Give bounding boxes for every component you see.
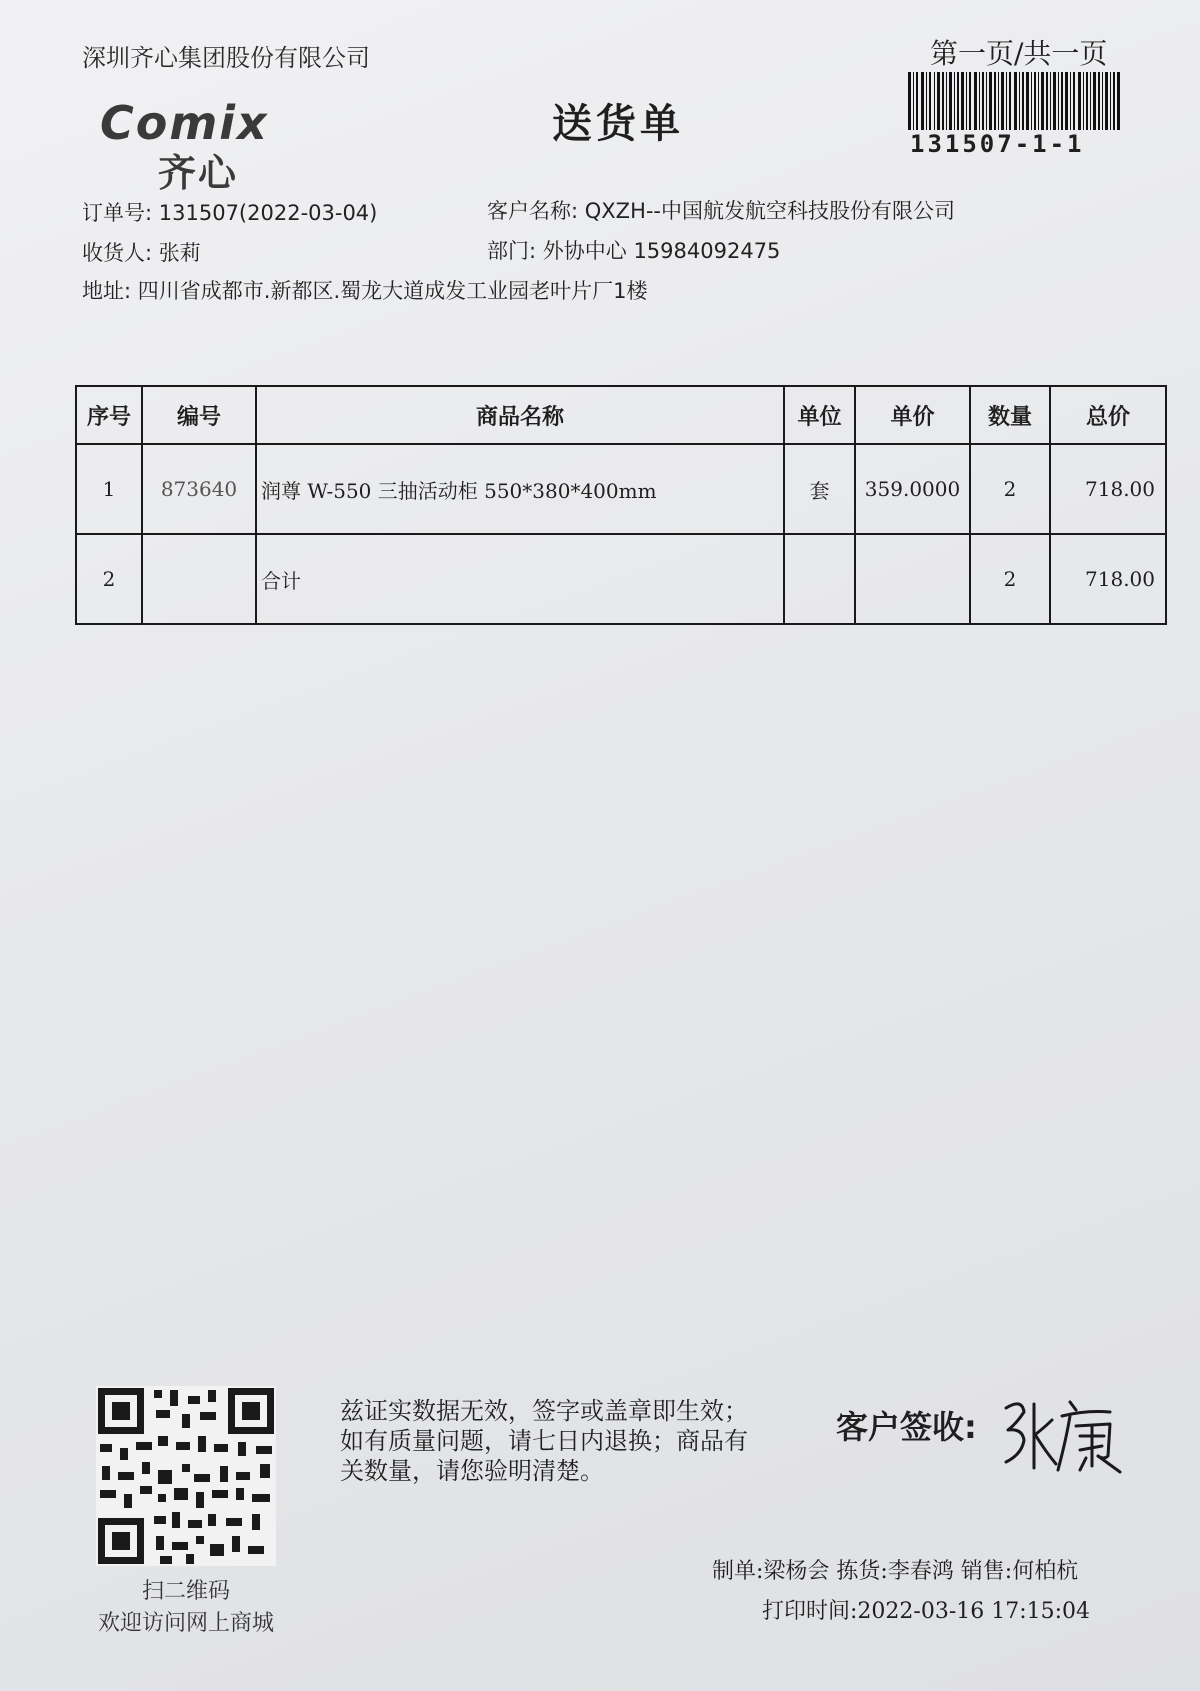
customer-name bbox=[487, 195, 955, 225]
cell-seq: 1 bbox=[76, 444, 142, 534]
cell-code: 873640 bbox=[142, 444, 256, 534]
header-code: 编号 bbox=[142, 386, 256, 444]
qr-code bbox=[96, 1386, 276, 1566]
cell-seq: 2 bbox=[76, 534, 142, 624]
header-unit: 单位 bbox=[784, 386, 855, 444]
customer-name-value: QXZH--中国航发航空科技股份有限公司 bbox=[584, 199, 956, 223]
cell-quantity: 2 bbox=[970, 534, 1050, 624]
cell-quantity: 2 bbox=[970, 444, 1050, 534]
handwritten-signature bbox=[1000, 1390, 1130, 1480]
customer-signature-label: 客户签收: bbox=[836, 1408, 977, 1446]
table-row bbox=[76, 444, 1166, 534]
header-total: 总价 bbox=[1050, 386, 1166, 444]
order-number-value: 131507(2022-03-04) bbox=[158, 201, 378, 225]
footer-staff: 制单:梁杨会 拣货:李春鸿 销售:何柏杭 bbox=[712, 1559, 1079, 1584]
cell-unit-price bbox=[855, 534, 970, 624]
cell-unit-price: 359.0000 bbox=[855, 444, 970, 534]
page-indicator: 第一页/共一页 bbox=[930, 37, 1108, 70]
department bbox=[487, 235, 780, 265]
header-seq: 序号 bbox=[76, 386, 142, 444]
cell-code bbox=[142, 534, 256, 624]
barcode-number: 131507-1-1 bbox=[910, 130, 1085, 158]
cell-total: 718.00 bbox=[1050, 534, 1166, 624]
address bbox=[82, 275, 647, 305]
customer-name-label: 客户名称: bbox=[487, 199, 579, 223]
logo-text-en: Comix bbox=[100, 96, 269, 150]
department-value: 外协中心 15984092475 bbox=[542, 239, 781, 263]
header-unit-price: 单价 bbox=[855, 386, 970, 444]
comix-logo bbox=[100, 96, 269, 197]
table-row-total bbox=[76, 534, 1166, 624]
document-title: 送货单 bbox=[552, 101, 684, 147]
cell-unit: 套 bbox=[784, 444, 855, 534]
cell-product-name: 合计 bbox=[256, 534, 784, 624]
receiver-value: 张莉 bbox=[158, 241, 201, 265]
order-number-label: 订单号: bbox=[82, 201, 153, 225]
logo-text-cn: 齐心 bbox=[158, 151, 239, 195]
address-label: 地址: bbox=[82, 279, 132, 303]
header-quantity: 数量 bbox=[970, 386, 1050, 444]
barcode bbox=[908, 72, 1122, 130]
order-number bbox=[82, 197, 377, 227]
qr-caption-mall: 欢迎访问网上商城 bbox=[97, 1611, 274, 1636]
qr-caption-scan: 扫二维码 bbox=[141, 1579, 230, 1604]
company-name: 深圳齐心集团股份有限公司 bbox=[82, 44, 370, 72]
header-product-name: 商品名称 bbox=[256, 386, 784, 444]
address-value: 四川省成都市.新都区.蜀龙大道成发工业园老叶片厂1楼 bbox=[137, 279, 648, 303]
department-label: 部门: bbox=[487, 239, 537, 263]
cell-total: 718.00 bbox=[1050, 444, 1166, 534]
receiver bbox=[82, 237, 201, 267]
receiver-label: 收货人: bbox=[82, 241, 153, 265]
cell-product-name: 润尊 W-550 三抽活动柜 550*380*400mm bbox=[256, 444, 784, 534]
table-header-row bbox=[76, 386, 1166, 444]
footer-print-time: 打印时间:2022-03-16 17:15:04 bbox=[762, 1599, 1091, 1624]
cell-unit bbox=[784, 534, 855, 624]
items-table bbox=[75, 385, 1167, 625]
notice-text: 兹证实数据无效，签字或盖章即生效；如有质量问题，请七日内退换；商品有关数量，请您验明清楚。 bbox=[340, 1397, 748, 1485]
